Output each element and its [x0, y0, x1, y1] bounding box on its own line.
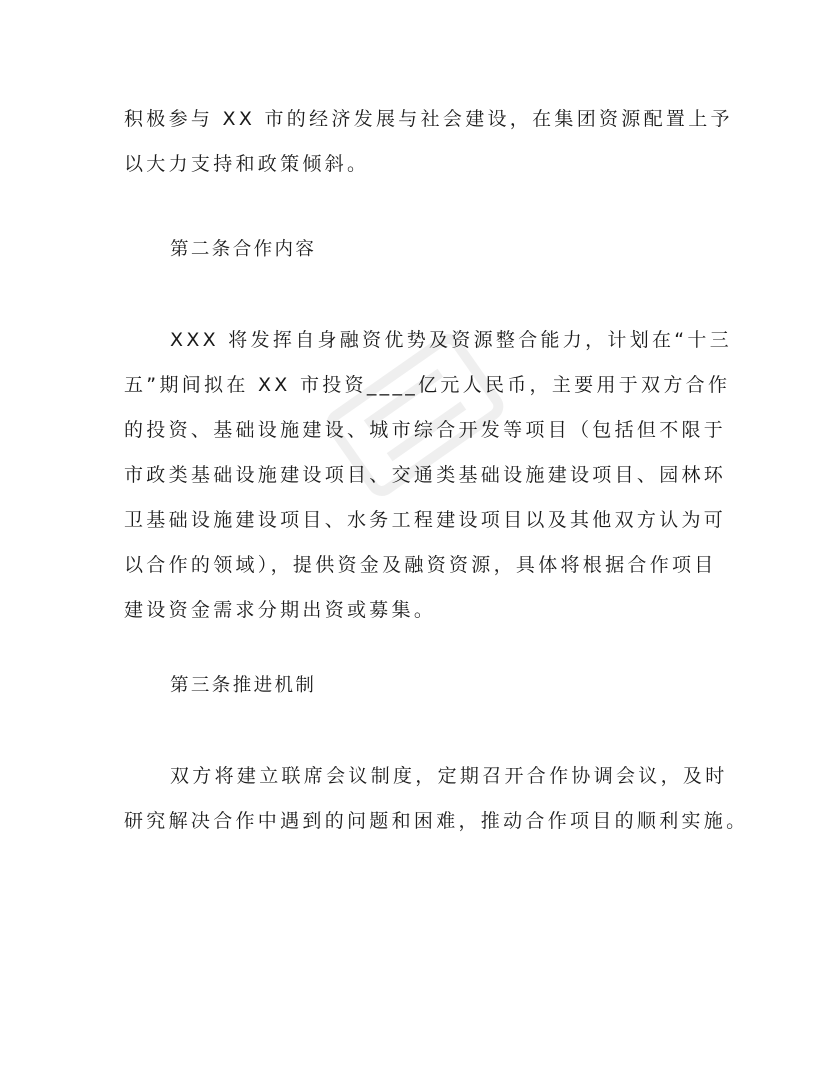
- article-3-heading: 第三条推进机制: [170, 675, 317, 696]
- article-2-line-3: 的投资、基础设施建设、城市综合开发等项目（包括但不限于: [124, 419, 727, 441]
- article-2-line-1: XXX 将发挥自身融资优势及资源整合能力，计划在“十三: [170, 329, 733, 351]
- article-3-line-1: 双方将建立联席会议制度，定期召开合作协调会议，及时: [170, 765, 728, 787]
- paragraph-1-line-1: 积极参与 XX 市的经济发展与社会建设，在集团资源配置上予: [124, 108, 733, 130]
- article-2-line-2: 五”期间拟在 XX 市投资____亿元人民币，主要用于双方合作: [124, 374, 731, 396]
- article-2-line-7: 建设资金需求分期出资或募集。: [124, 599, 437, 621]
- paragraph-1-line-2: 以大力支持和政策倾斜。: [124, 153, 370, 175]
- article-2-line-4: 市政类基础设施建设项目、交通类基础设施建设项目、园林环: [124, 464, 727, 486]
- article-3-line-2: 研究解决合作中遇到的问题和困难，推动合作项目的顺利实施。: [124, 810, 749, 832]
- article-2-heading: 第二条合作内容: [170, 239, 317, 260]
- article-2-line-6: 以合作的领域），提供资金及融资资源，具体将根据合作项目: [124, 554, 717, 576]
- article-2-line-5: 卫基础设施建设项目、水务工程建设项目以及其他双方认为可: [124, 509, 727, 531]
